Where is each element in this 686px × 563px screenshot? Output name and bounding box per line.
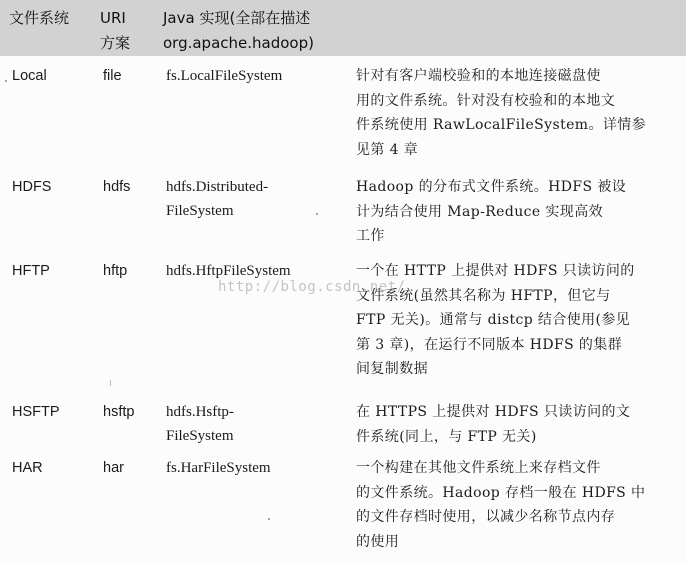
header-java-label-2: org.apache.hadoop): [163, 34, 314, 52]
cell-uri: hdfs: [103, 179, 131, 195]
desc-line: 见第 4 章: [356, 141, 419, 158]
header-java-impl: [163, 6, 463, 56]
cell-description: [356, 259, 678, 382]
cell-description: [356, 64, 678, 162]
header-uri-label-1: URI: [100, 9, 126, 27]
desc-line: 第 3 章)，在运行不同版本 HDFS 的集群: [356, 336, 623, 353]
blog-watermark: http://blog.csdn.net/: [218, 279, 406, 295]
scan-speck: [5, 80, 7, 82]
cell-uri: hftp: [103, 263, 128, 279]
scan-speck: [268, 518, 270, 520]
desc-line: 一个在 HTTP 上提供对 HDFS 只读访问的: [356, 263, 635, 279]
desc-line: 一个构建在其他文件系统上来存档文件: [356, 460, 601, 476]
desc-line: 计为结合使用 Map-Reduce 实现高效: [356, 203, 604, 220]
cell-impl: [166, 64, 346, 88]
desc-line: 在 HTTPS 上提供对 HDFS 只读访问的文: [356, 404, 631, 420]
cell-impl: [166, 456, 346, 480]
header-uri-scheme: [100, 6, 150, 56]
cell-impl: [166, 400, 346, 448]
desc-line: 件系统(同上，与 FTP 无关): [356, 428, 537, 445]
cell-impl-line: fs.LocalFileSystem: [166, 68, 283, 84]
cell-impl-line: fs.HarFileSystem: [166, 460, 271, 476]
cell-impl-line: hdfs.HftpFileSystem: [166, 263, 291, 279]
desc-line: 件系统使用 RawLocalFileSystem。详情参: [356, 117, 647, 133]
cell-impl-line: FileSystem: [166, 203, 234, 219]
desc-line: 用的文件系统。针对没有校验和的本地文: [356, 92, 616, 109]
cell-filesystem: HDFS: [12, 179, 52, 195]
desc-line: 工作: [356, 228, 385, 244]
header-uri-label-2: 方案: [100, 34, 131, 52]
desc-line: 间复制数据: [356, 361, 428, 377]
cell-impl-line: hdfs.Hsftp-: [166, 404, 234, 420]
cell-description: [356, 400, 678, 449]
desc-line: 的文件系统。Hadoop 存档一般在 HDFS 中: [356, 484, 646, 501]
desc-line: Hadoop 的分布式文件系统。HDFS 被设: [356, 179, 627, 195]
cell-filesystem: Local: [12, 68, 47, 84]
scan-speck: [316, 213, 318, 215]
header-filesystem: [9, 6, 89, 31]
cell-impl-line: FileSystem: [166, 428, 234, 444]
cell-description: [356, 456, 678, 554]
desc-line: 文件系统(虽然其名称为 HFTP，但它与: [356, 287, 611, 304]
desc-line: 针对有客户端校验和的本地连接磁盘使: [356, 68, 601, 84]
table-header: [0, 0, 686, 56]
cell-impl-line: hdfs.Distributed-: [166, 179, 269, 195]
cell-uri: har: [103, 460, 124, 476]
header-filesystem-label: 文件系统: [9, 9, 70, 27]
cell-filesystem: HSFTP: [12, 404, 60, 420]
desc-line: 的文件存档时使用，以减少名称节点内存: [356, 509, 616, 525]
cell-impl: [166, 175, 346, 223]
cell-filesystem: HAR: [12, 460, 43, 476]
cell-description: [356, 175, 678, 249]
cell-uri: hsftp: [103, 404, 135, 420]
cell-uri: file: [103, 68, 122, 84]
desc-line: 的使用: [356, 533, 400, 550]
cell-filesystem: HFTP: [12, 263, 50, 279]
header-java-label-1: Java 实现(全部在描述: [163, 9, 311, 27]
desc-line: FTP 无关)。通常与 distcp 结合使用(参见: [356, 312, 631, 328]
scan-speck: [110, 380, 111, 386]
